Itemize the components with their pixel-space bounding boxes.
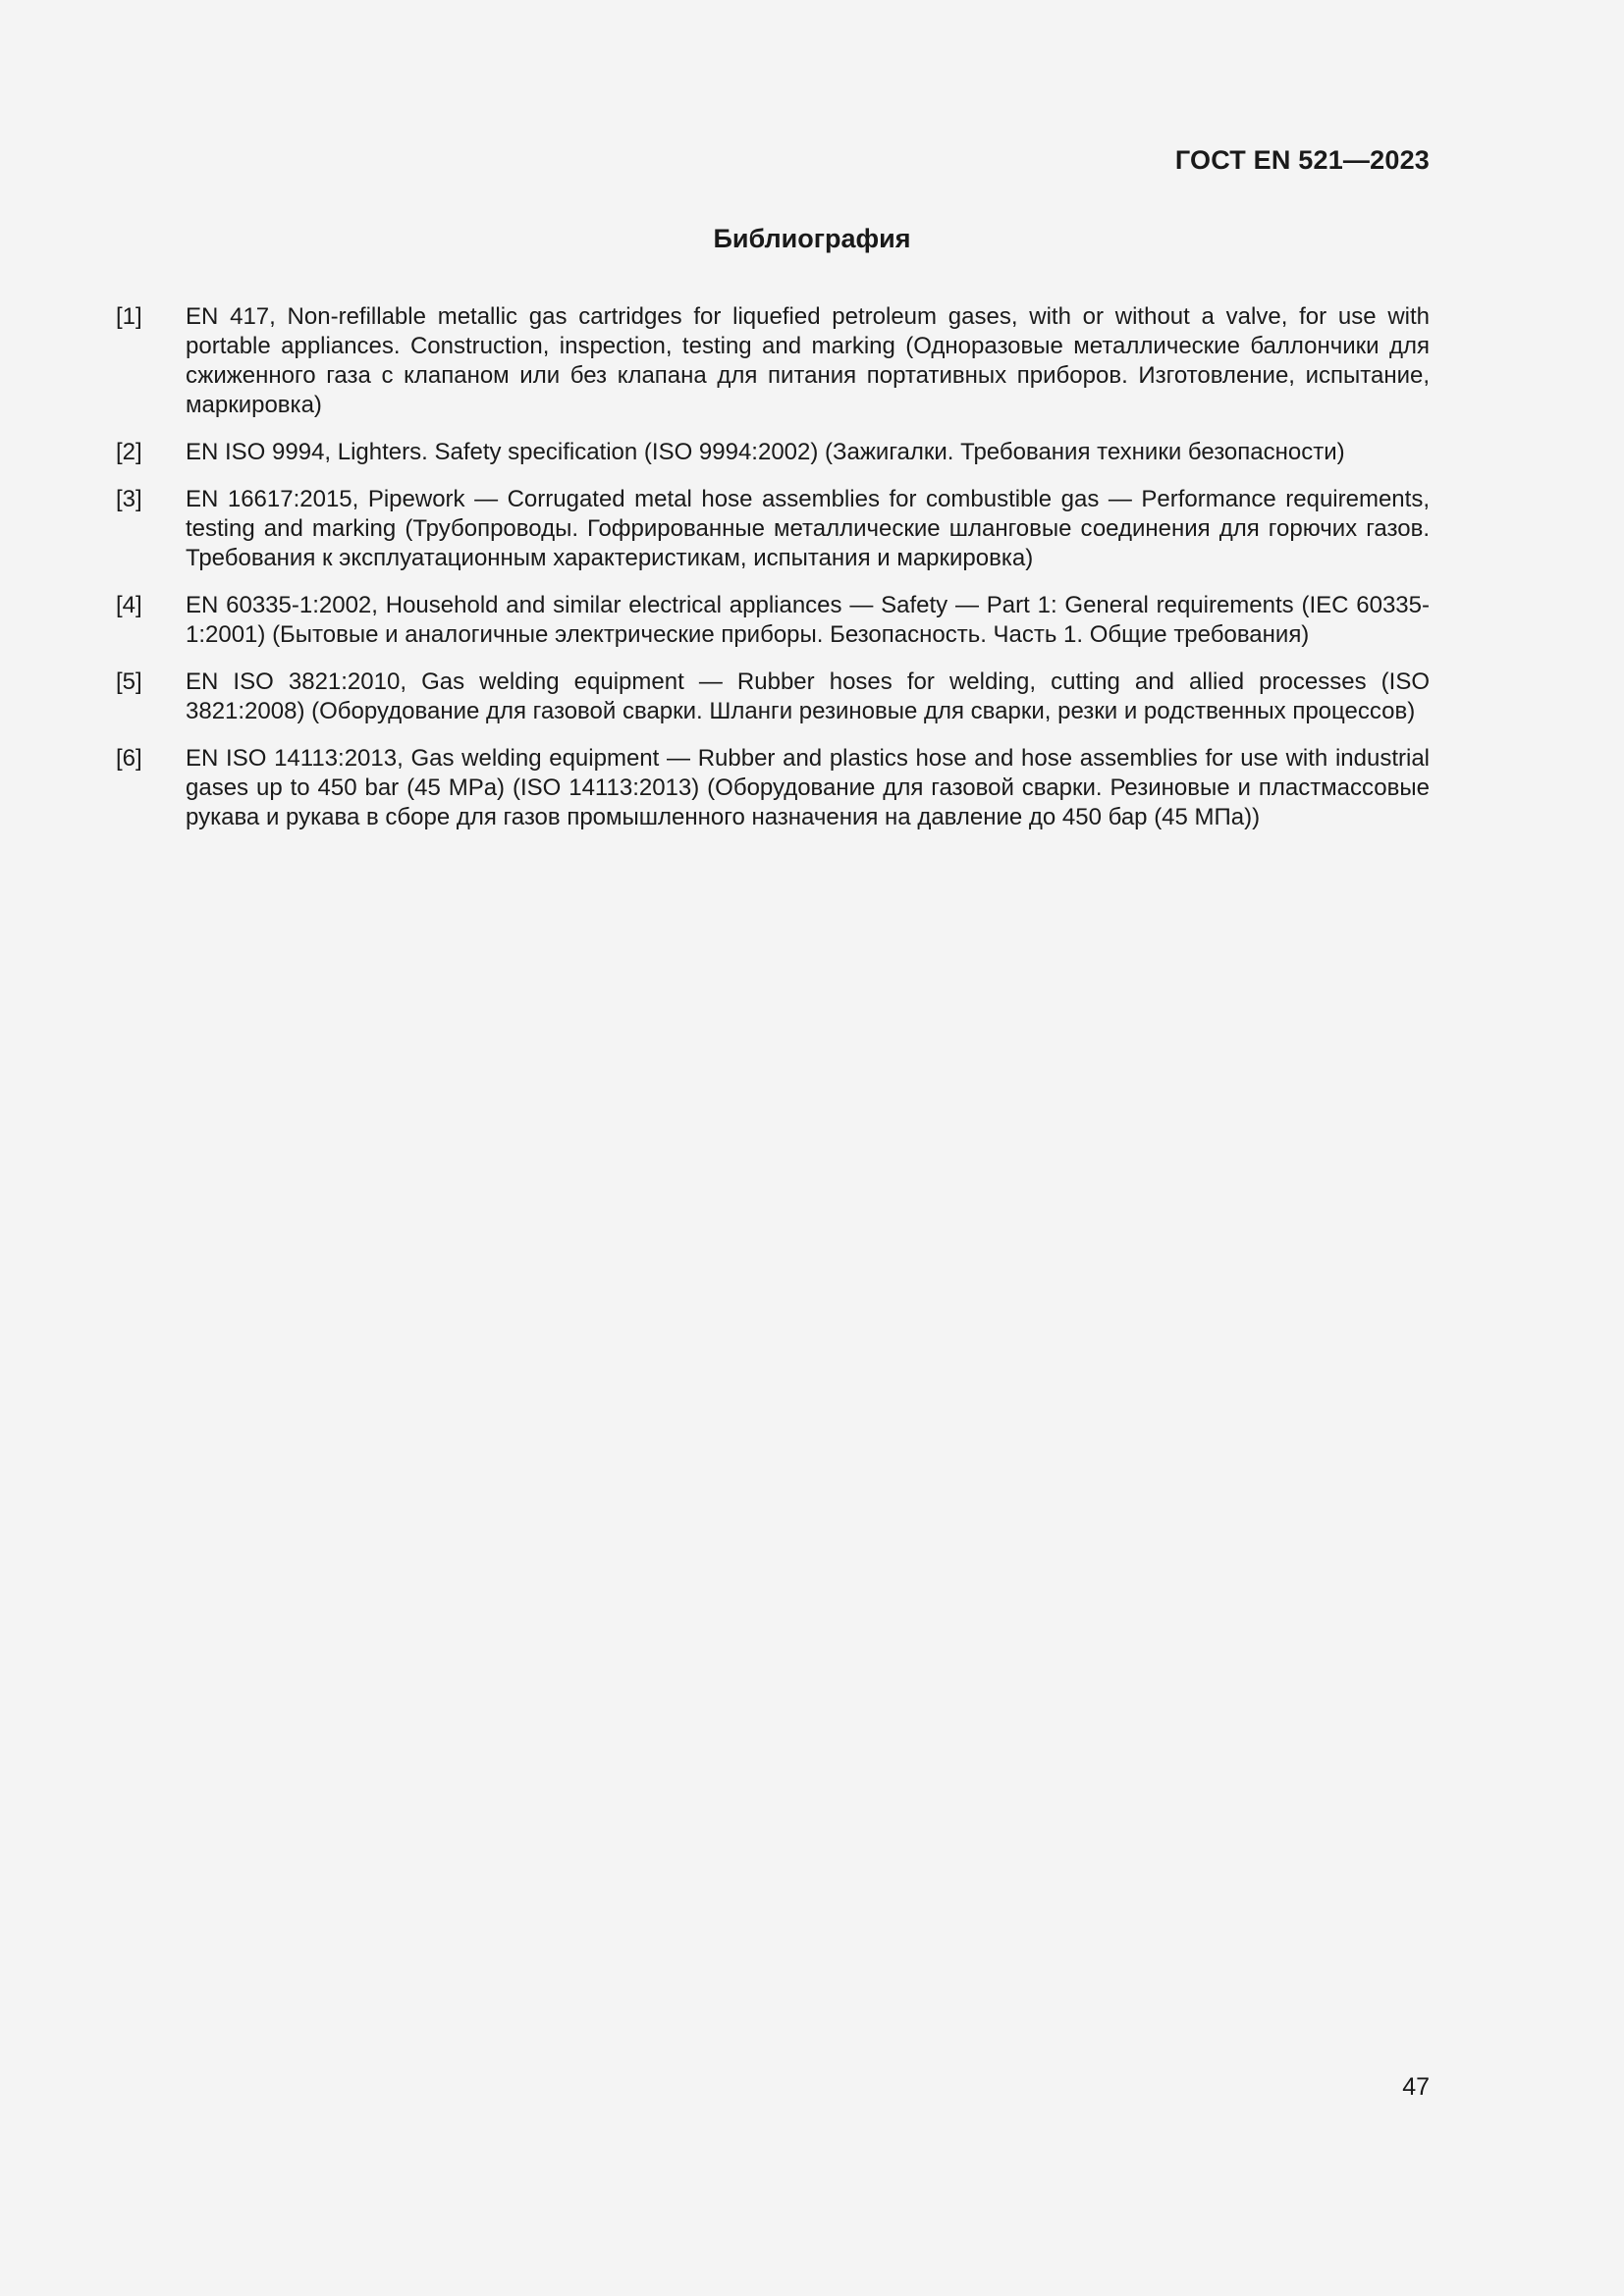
bibliography-entry	[116, 485, 1430, 573]
page-number: 47	[1402, 2073, 1430, 2101]
bibliography-entry-text: EN 16617:2015, Pipework — Corrugated metal hose assemblies for combustible gas — Performance requirements, testing and marking (Трубопроводы. Гофрированные металлические шланговые соединения для горючих газов. Требования к эксплуатационным характеристикам, испытания и маркировка)	[186, 486, 1430, 571]
section-title: Библиография	[713, 224, 911, 253]
bibliography-entry-number: [3]	[116, 486, 142, 512]
bibliography-entry	[116, 667, 1430, 726]
bibliography-entry	[116, 591, 1430, 650]
bibliography-entry-number: [2]	[116, 439, 142, 465]
bibliography-entry	[116, 438, 1430, 467]
bibliography-entry-number: [1]	[116, 303, 142, 330]
bibliography-entry	[116, 744, 1430, 832]
bibliography-entry-number: [6]	[116, 745, 142, 772]
bibliography-entry-number: [5]	[116, 668, 142, 695]
bibliography-entry-text: EN ISO 14113:2013, Gas welding equipment — Rubber and plastics hose and hose assemblies for use with industrial gases up to 450 bar (45 MPa) (ISO 14113:2013) (Оборудование для газовой сварки. Резиновые и пластмассовые рукава и рукава в сборе для газов промышленного назначения на давление до 450 бар (45 МПа))	[186, 745, 1430, 830]
bibliography-entry-text: EN ISO 3821:2010, Gas welding equipment — Rubber hoses for welding, cutting and allied processes (ISO 3821:2008) (Оборудование для газовой сварки. Шланги резиновые для сварки, резки и родственных процессов)	[186, 668, 1430, 724]
bibliography-entry-text: EN 417, Non-refillable metallic gas cartridges for liquefied petroleum gases, with or without a valve, for use with portable appliances. Construction, inspection, testing and marking (Одноразовые металлические баллончики для сжиженного газа с клапаном или без клапана для питания портативных приборов. Изготовление, испытание, маркировка)	[186, 303, 1430, 418]
bibliography-entry-text: EN 60335-1:2002, Household and similar electrical appliances — Safety — Part 1: General requirements (IEC 60335-1:2001) (Бытовые и аналогичные электрические приборы. Безопасность. Часть 1. Общие требования)	[186, 592, 1430, 648]
bibliography-entry-number: [4]	[116, 592, 142, 618]
document-code: ГОСТ EN 521—2023	[1174, 145, 1430, 175]
bibliography-entry-text: EN ISO 9994, Lighters. Safety specification (ISO 9994:2002) (Зажигалки. Требования техники безопасности)	[186, 439, 1345, 465]
bibliography-entry	[116, 302, 1430, 420]
bibliography-list	[116, 302, 1430, 850]
